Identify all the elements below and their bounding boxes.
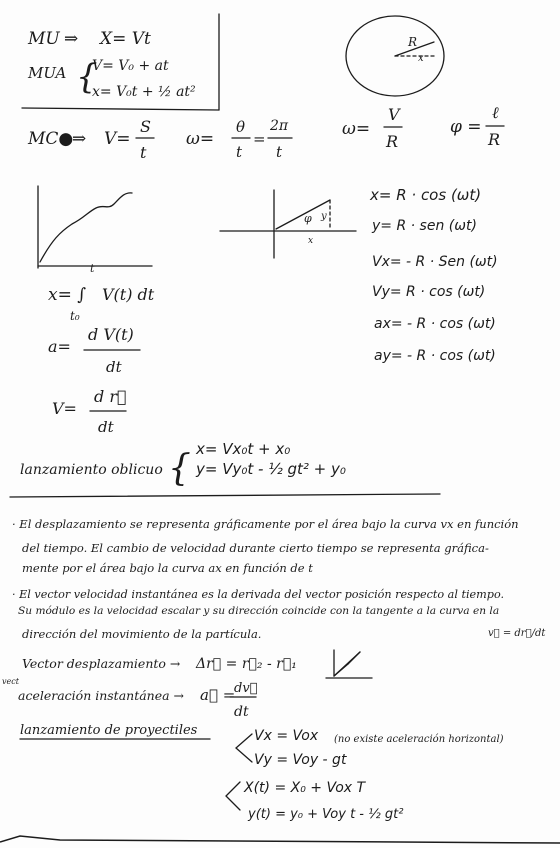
integral-def: [48, 262, 155, 323]
mc-w-den1: t: [236, 143, 243, 161]
note-line-3: mente por el área bajo la curva ax en función de t: [22, 561, 313, 575]
omega-vr: [342, 105, 402, 151]
mc-w-eq: ω=: [186, 129, 215, 149]
projectiles-brace-1: [236, 734, 252, 762]
note-line-2: del tiempo. El cambio de velocidad durante cierto tiempo se representa gráfica-: [22, 541, 489, 555]
omega-num: V: [388, 105, 400, 124]
eq-ax: ax= - R · cos (ωt): [374, 316, 496, 332]
mc-label: MC●: [28, 129, 74, 149]
mu-label: MU: [28, 29, 60, 49]
projectiles-vx: Vx = Vox: [254, 728, 319, 744]
mc-w-num2: 2π: [270, 118, 289, 134]
note-line-5: Su módulo es la velocidad escalar y su dirección coincide con la tangente a la curva en la: [18, 605, 500, 617]
inst-accel-num: dv⃗: [234, 681, 258, 696]
accel-lhs: a=: [48, 337, 71, 356]
projectiles-xt: X(t) = X₀ + Vox T: [244, 780, 366, 796]
scan-edge: [0, 836, 560, 843]
triangle-angle: φ: [304, 212, 312, 225]
mua-brace: {: [76, 57, 98, 97]
projectiles-brace-2: [226, 782, 240, 810]
integral-lower: t₀: [70, 309, 80, 323]
accel-num: d V(t): [88, 325, 134, 344]
vector-sketch-r1: [334, 664, 348, 676]
section-divider: [10, 494, 440, 497]
accel-den: dt: [106, 358, 122, 376]
eq-ay: ay= - R · cos (ωt): [374, 348, 496, 364]
projectiles-vx-note: (no existe aceleración horizontal): [334, 734, 504, 745]
displacement-label: Vector desplazamiento →: [22, 656, 181, 671]
angle-label: x: [418, 53, 424, 64]
notes-paragraph: [12, 517, 546, 641]
projectiles-yt: y(t) = y₀ + Voy t - ½ gt²: [248, 807, 404, 822]
circular-equations: [369, 186, 498, 364]
integral-lhs: x= ∫: [48, 285, 87, 305]
inst-accel-row: [2, 677, 258, 720]
integral-upper: t: [90, 262, 95, 275]
oblique-eq1: x= Vx₀t + x₀: [196, 440, 291, 458]
mua-eq1: V= V₀ + at: [92, 58, 169, 74]
eq-x: x= R · cos (ωt): [370, 186, 482, 204]
position-graph: [38, 186, 152, 268]
mu-mua-box: [22, 14, 219, 110]
oblique-label: lanzamiento oblicuo: [20, 462, 163, 478]
vel-def: [52, 387, 127, 436]
oblique-brace: {: [168, 448, 191, 489]
box-bottom-border: [22, 108, 219, 110]
oblique-launch: [10, 440, 440, 497]
note-line-6: dirección del movimiento de la partícula.: [22, 627, 262, 641]
projectiles-label: lanzamiento de proyectiles: [20, 723, 198, 738]
vel-lhs: V=: [52, 399, 77, 418]
mc-v-den: t: [140, 143, 147, 162]
mc-v-eq: V=: [104, 129, 131, 149]
omega-lhs: ω=: [342, 119, 371, 139]
inst-accel-prefix: vect: [2, 677, 19, 686]
note-line-4: · El vector velocidad instantánea es la derivada del vector posición respecto al tiempo.: [12, 588, 505, 601]
eq-vy: Vy= R · cos (ωt): [372, 284, 486, 300]
mc-w-den2: t: [276, 143, 283, 161]
vel-den: dt: [98, 418, 114, 436]
mua-label: MUA: [28, 64, 67, 82]
inst-accel-label: aceleración instantánea →: [18, 688, 185, 703]
mc-row: [27, 117, 292, 162]
displacement-eq: Δr⃗ = r⃗₂ - r⃗₁: [196, 656, 297, 672]
radius-label: R: [408, 35, 418, 49]
graph-curve: [40, 193, 132, 262]
circle-sketch: [346, 16, 444, 96]
mc-arrow: ⇒: [72, 129, 87, 149]
mua-eq2: x= V₀t + ½ at²: [92, 84, 196, 100]
mc-v-num: S: [140, 117, 151, 136]
phi-den: R: [488, 130, 501, 149]
phi-lhs: φ =: [450, 117, 482, 137]
triangle-y-label: y: [321, 211, 327, 222]
inst-accel-den: dt: [234, 704, 249, 720]
vel-num: d r⃗: [94, 387, 127, 406]
vector-sketch-delta: [348, 652, 360, 664]
inst-accel-lhs: a⃗ =: [200, 686, 236, 704]
triangle-sketch: [220, 190, 356, 258]
phi-num: ℓ: [492, 103, 499, 122]
mc-w-equals: =: [253, 130, 266, 148]
eq-vx: Vx= - R · Sen (ωt): [372, 254, 498, 270]
phi-lr: [450, 103, 504, 149]
accel-def: [48, 325, 140, 376]
projectiles-section: [20, 723, 504, 822]
oblique-eq2: y= Vy₀t - ½ gt² + y₀: [196, 460, 346, 478]
eq-y: y= R · sen (ωt): [372, 218, 477, 234]
displacement-row: [22, 650, 372, 678]
projectiles-vy: Vy = Voy - gt: [254, 752, 347, 768]
triangle-x-label: x: [308, 236, 314, 246]
velocity-derivative-note: v⃗ = dr⃗/dt: [488, 628, 546, 639]
mc-w-num1: θ: [236, 118, 246, 136]
integral-body: V(t) dt: [102, 285, 155, 304]
mu-arrow: ⇒: [64, 29, 79, 49]
mu-equation: X= Vt: [100, 29, 151, 49]
note-line-1: · El desplazamiento se representa gráficamente por el área bajo la curva vx en función: [12, 517, 519, 531]
omega-den: R: [386, 132, 399, 151]
